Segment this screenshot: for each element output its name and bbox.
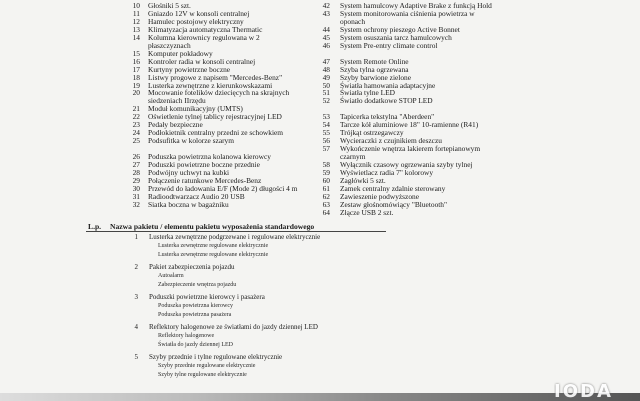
item-text: Pedały bezpieczne xyxy=(148,120,203,130)
package-element: Poduszka powietrzna kierowcy xyxy=(158,303,233,309)
package-element: Lusterka zewnętrzne regulowane elektrycznie xyxy=(158,243,269,249)
item-text: Radioodtwarzacz Audio 20 USB xyxy=(148,191,245,201)
item-text: Podłokietnik centralny przedni ze schowkiem xyxy=(148,128,284,138)
item-text: Połączenie ratunkowe Mercedes-Benz xyxy=(148,175,262,185)
item-number: 25 xyxy=(132,136,140,146)
item-number: 59 xyxy=(322,167,330,177)
item-text: Światła hamowania adaptacyjne xyxy=(340,80,436,90)
item-number: 45 xyxy=(322,32,330,42)
item-number: 23 xyxy=(132,120,140,130)
item-number: 49 xyxy=(322,72,330,82)
item-text: Kontroler radia w konsoli centralnej xyxy=(148,56,256,66)
package-number: 3 xyxy=(134,293,138,301)
item-text: System monitorowania ciśnienia powietrza w xyxy=(340,8,475,18)
item-number: 54 xyxy=(322,120,330,130)
item-text: Złącze USB 2 szt. xyxy=(340,207,394,217)
item-text: oponach xyxy=(340,16,366,26)
item-text: Światła tylne LED xyxy=(340,88,396,98)
item-number: 48 xyxy=(322,64,330,74)
item-text: Światło dodatkowe STOP LED xyxy=(340,96,433,106)
item-number: 42 xyxy=(322,1,330,10)
item-number: 13 xyxy=(132,24,140,34)
item-text: System ochrony pieszego Active Bonnet xyxy=(340,24,460,34)
item-text: System Pre-entry climate control xyxy=(340,40,438,50)
item-text: Poduszka powietrzna kolanowa kierowcy xyxy=(148,152,271,162)
item-text: Szyba tylna ogrzewana xyxy=(340,64,409,74)
item-number: 14 xyxy=(132,32,140,42)
item-text: czarnym xyxy=(340,152,366,162)
item-text: Tapicerka tekstylna "Aberdeen" xyxy=(340,112,435,122)
item-number: 64 xyxy=(322,207,330,217)
item-text: Poduszki powietrzne boczne przednie xyxy=(148,160,260,169)
package-name-column-header: Nazwa pakietu / elementu pakietu wyposażenia standardowego xyxy=(110,222,315,231)
item-number: 22 xyxy=(132,112,140,122)
item-number: 16 xyxy=(132,56,140,66)
item-text: Gniazdo 12V w konsoli centralnej xyxy=(148,8,250,18)
item-text: System osuszania tarcz hamulcowych xyxy=(340,32,452,42)
item-number: 18 xyxy=(132,72,140,82)
item-number: 24 xyxy=(132,128,140,138)
item-number: 32 xyxy=(132,199,140,209)
item-text: System hamulcowy Adaptive Brake z funkcją Hold xyxy=(340,1,492,10)
package-number: 1 xyxy=(134,233,138,241)
item-number: 56 xyxy=(322,136,330,146)
item-number: 55 xyxy=(322,128,330,138)
item-number: 31 xyxy=(132,191,140,201)
header-divider xyxy=(86,231,386,232)
item-number: 63 xyxy=(322,199,330,209)
package-name: Poduszki powietrzne kierowcy i pasażera xyxy=(149,293,265,301)
package-element: Zabezpieczenie wnętrza pojazdu xyxy=(158,281,237,288)
package-name: Szyby przednie i tylne regulowane elektrycznie xyxy=(149,353,283,361)
watermark-logo: IODA xyxy=(554,381,613,401)
item-text: Wyłącznik czasowy ogrzewania szyby tylnej xyxy=(340,160,473,169)
item-number: 60 xyxy=(322,175,330,185)
item-text: Trójkąt ostrzegawczy xyxy=(340,128,404,138)
package-name: Lusterka zewnętrzne podgrzewane i regulowane elektrycznie xyxy=(149,233,321,241)
package-number: 2 xyxy=(134,263,138,271)
item-number: 15 xyxy=(132,48,140,58)
item-number: 57 xyxy=(322,144,330,154)
item-text: Kolumna kierownicy regulowana w 2 xyxy=(148,32,260,42)
item-number: 10 xyxy=(132,1,140,10)
item-text: Wykończenie wnętrza lakierem fortepianowym xyxy=(340,144,481,154)
item-number: 50 xyxy=(322,80,330,90)
item-text: Lusterka zewnętrzne z kierunkowskazami xyxy=(148,80,273,90)
item-number: 17 xyxy=(132,64,140,74)
item-number: 27 xyxy=(132,160,140,169)
item-text: płaszczyznach xyxy=(148,40,191,50)
package-element: Autoalarm xyxy=(158,273,184,279)
item-number: 61 xyxy=(322,183,330,193)
package-name: Pakiet zabezpieczenia pojazdu xyxy=(149,263,235,271)
lp-column-header: L.p. xyxy=(88,222,102,231)
item-number: 19 xyxy=(132,80,140,90)
item-text: Podsufitka w kolorze szarym xyxy=(148,136,234,146)
item-number: 26 xyxy=(132,152,140,162)
package-element: Lusterka zewnętrzne regulowane elektrycznie xyxy=(158,251,269,258)
package-element: Poduszka powietrzna pasażera xyxy=(158,311,232,318)
item-text: System Remote Online xyxy=(340,56,409,66)
item-text: Moduł komunikacyjny (UMTS) xyxy=(148,104,243,114)
package-element: Reflektory halogenowe xyxy=(158,333,215,339)
item-number: 21 xyxy=(132,104,140,114)
item-text: Komputer pokładowy xyxy=(148,48,213,58)
item-number: 11 xyxy=(132,8,140,18)
item-text: Hamulec postojowy elektryczny xyxy=(148,16,244,26)
package-number: 5 xyxy=(134,353,138,361)
package-element: Światła do jazdy dziennej LED xyxy=(158,341,233,348)
item-number: 58 xyxy=(322,160,330,169)
item-text: Klimatyzacja automatyczna Thermatic xyxy=(148,24,263,34)
item-text: Zamek centralny zdalnie sterowany xyxy=(340,183,446,193)
package-name: Reflektory halogenowe ze światłami do jazdy dziennej LED xyxy=(149,323,318,331)
package-element: Szyby tylne regulowane elektrycznie xyxy=(158,371,247,378)
item-text: Zagłówki 5 szt. xyxy=(340,175,386,185)
item-text: Zawieszenie podwyższone xyxy=(340,191,420,201)
item-number: 46 xyxy=(322,40,330,50)
item-text: Szyby barwione zielone xyxy=(340,72,412,82)
item-number: 44 xyxy=(322,24,330,34)
item-number: 47 xyxy=(322,56,330,66)
item-number: 62 xyxy=(322,191,330,201)
item-number: 12 xyxy=(132,16,140,26)
item-text: Głośniki 5 szt. xyxy=(148,1,191,10)
item-number: 20 xyxy=(132,88,140,98)
item-text: Wyświetlacz radia 7" kolorowy xyxy=(340,167,434,177)
item-text: Przewód do ładowania E/F (Mode 2) długości 4 m xyxy=(148,183,298,193)
item-text: siedzeniach IIrzędu xyxy=(148,96,206,106)
item-number: 43 xyxy=(322,8,330,18)
item-number: 52 xyxy=(322,96,330,106)
item-text: Podwójny uchwyt na kubki xyxy=(148,167,230,177)
item-text: Oświetlenie tylnej tablicy rejestracyjnej LED xyxy=(148,112,282,122)
item-number: 29 xyxy=(132,175,140,185)
item-number: 51 xyxy=(322,88,330,98)
bottom-overlay-bar xyxy=(0,393,640,401)
item-text: Zestaw głośnomówiący "Bluetooth" xyxy=(340,199,448,209)
item-text: Wycieraczki z czujnikiem deszczu xyxy=(340,136,442,146)
item-number: 53 xyxy=(322,112,330,122)
item-text: Siatka boczna w bagażniku xyxy=(148,199,229,209)
item-text: Mocowanie fotelików dziecięcych na skrajnych xyxy=(148,88,290,98)
item-number: 28 xyxy=(132,167,140,177)
item-text: Kurtyny powietrzne boczne xyxy=(148,64,231,74)
item-number: 30 xyxy=(132,183,140,193)
package-element: Szyby przednie regulowane elektrycznie xyxy=(158,363,256,369)
item-text: Listwy progowe z napisem "Mercedes-Benz" xyxy=(148,72,283,82)
item-text: Tarcze kół aluminiowe 18" 10-ramienne (R41) xyxy=(340,120,479,130)
package-number: 4 xyxy=(134,323,138,331)
